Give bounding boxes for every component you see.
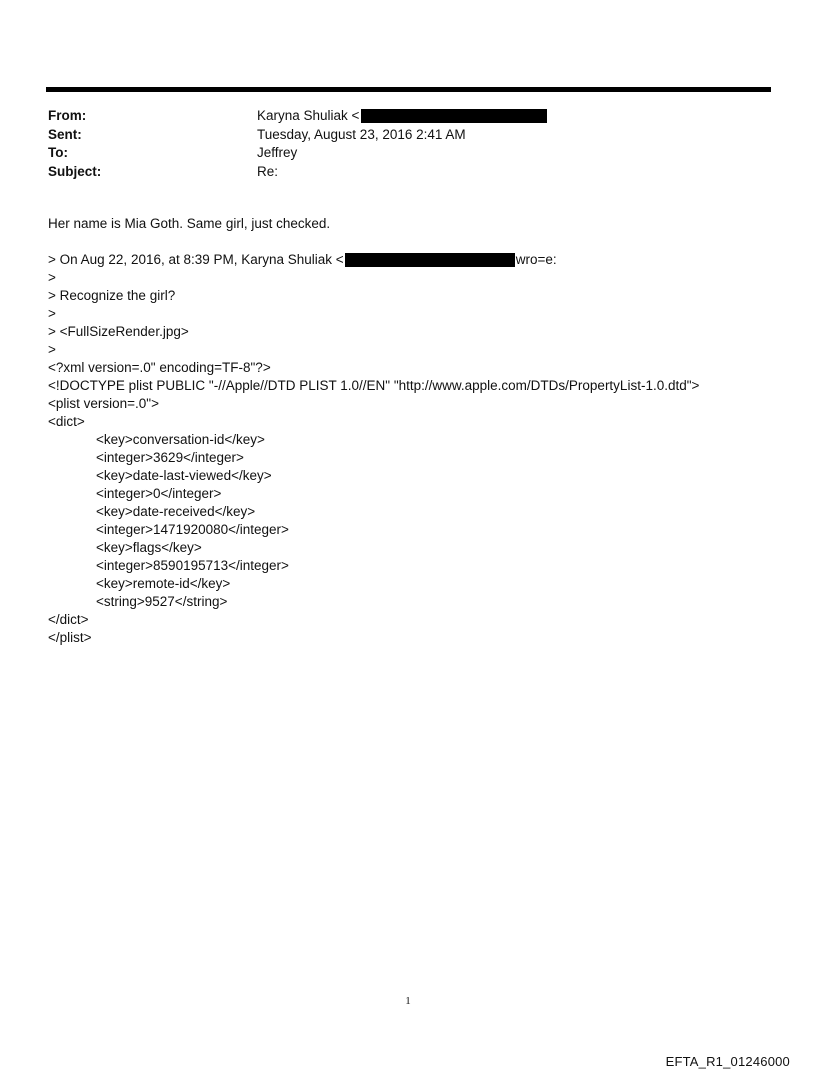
xml-closing-line: </plist> <box>48 630 92 645</box>
xml-line: <plist version=.0"> <box>48 396 159 411</box>
email-body <box>48 215 778 647</box>
dict-line: <key>date-last-viewed</key> <box>96 468 272 483</box>
header-to <box>48 144 748 163</box>
header-rule <box>46 87 771 92</box>
subject-value: Re: <box>257 163 279 179</box>
from-label: From: <box>48 108 87 123</box>
dict-line: <key>conversation-id</key> <box>96 432 265 447</box>
page-number: 1 <box>405 995 411 1007</box>
header-subject <box>48 163 748 182</box>
quoted-line: > Recognize the girl? <box>48 288 176 303</box>
reply-text: Her name is Mia Goth. Same girl, just checked. <box>48 216 331 231</box>
dict-line: <key>date-received</key> <box>96 504 256 519</box>
spacer <box>48 233 778 251</box>
quote-intro <box>48 251 778 269</box>
xml-closing-line: </dict> <box>48 612 89 627</box>
dict-line: <string>9527</string> <box>96 594 228 609</box>
redaction-block <box>345 253 515 267</box>
quote-intro-prefix: > On Aug 22, 2016, at 8:39 PM, Karyna Shuliak < <box>48 252 344 267</box>
dict-line: <integer>8590195713</integer> <box>96 558 289 573</box>
header-from <box>48 107 748 126</box>
xml-line: <dict> <box>48 414 85 429</box>
subject-label: Subject: <box>48 163 102 179</box>
header-sent <box>48 126 748 145</box>
from-name: Karyna Shuliak < <box>257 108 360 123</box>
xml-line: <?xml version=.0" encoding=TF-8"?> <box>48 360 271 375</box>
document-id: EFTA_R1_01246000 <box>665 1054 790 1069</box>
redaction-block <box>361 109 547 123</box>
quoted-line: > <box>48 342 56 357</box>
sent-value: Tuesday, August 23, 2016 2:41 AM <box>257 126 466 142</box>
quoted-line: > <box>48 306 56 321</box>
xml-line: <!DOCTYPE plist PUBLIC "-//Apple//DTD PLIST 1.0//EN" "http://www.apple.com/DTDs/PropertyList-1.0.dtd"> <box>48 378 700 393</box>
dict-line: <key>flags</key> <box>96 540 202 555</box>
to-value: Jeffrey <box>257 145 298 160</box>
quoted-line: > <box>48 270 56 285</box>
email-headers <box>48 107 748 181</box>
to-label: To: <box>48 145 68 160</box>
dict-line: <integer>3629</integer> <box>96 450 244 465</box>
sent-label: Sent: <box>48 126 82 142</box>
dict-line: <integer>1471920080</integer> <box>96 522 289 537</box>
dict-line: <integer>0</integer> <box>96 486 222 501</box>
quote-intro-suffix: wro=e: <box>515 252 557 267</box>
from-value <box>257 107 547 126</box>
dict-line: <key>remote-id</key> <box>96 576 231 591</box>
quoted-line: > <FullSizeRender.jpg> <box>48 324 189 339</box>
